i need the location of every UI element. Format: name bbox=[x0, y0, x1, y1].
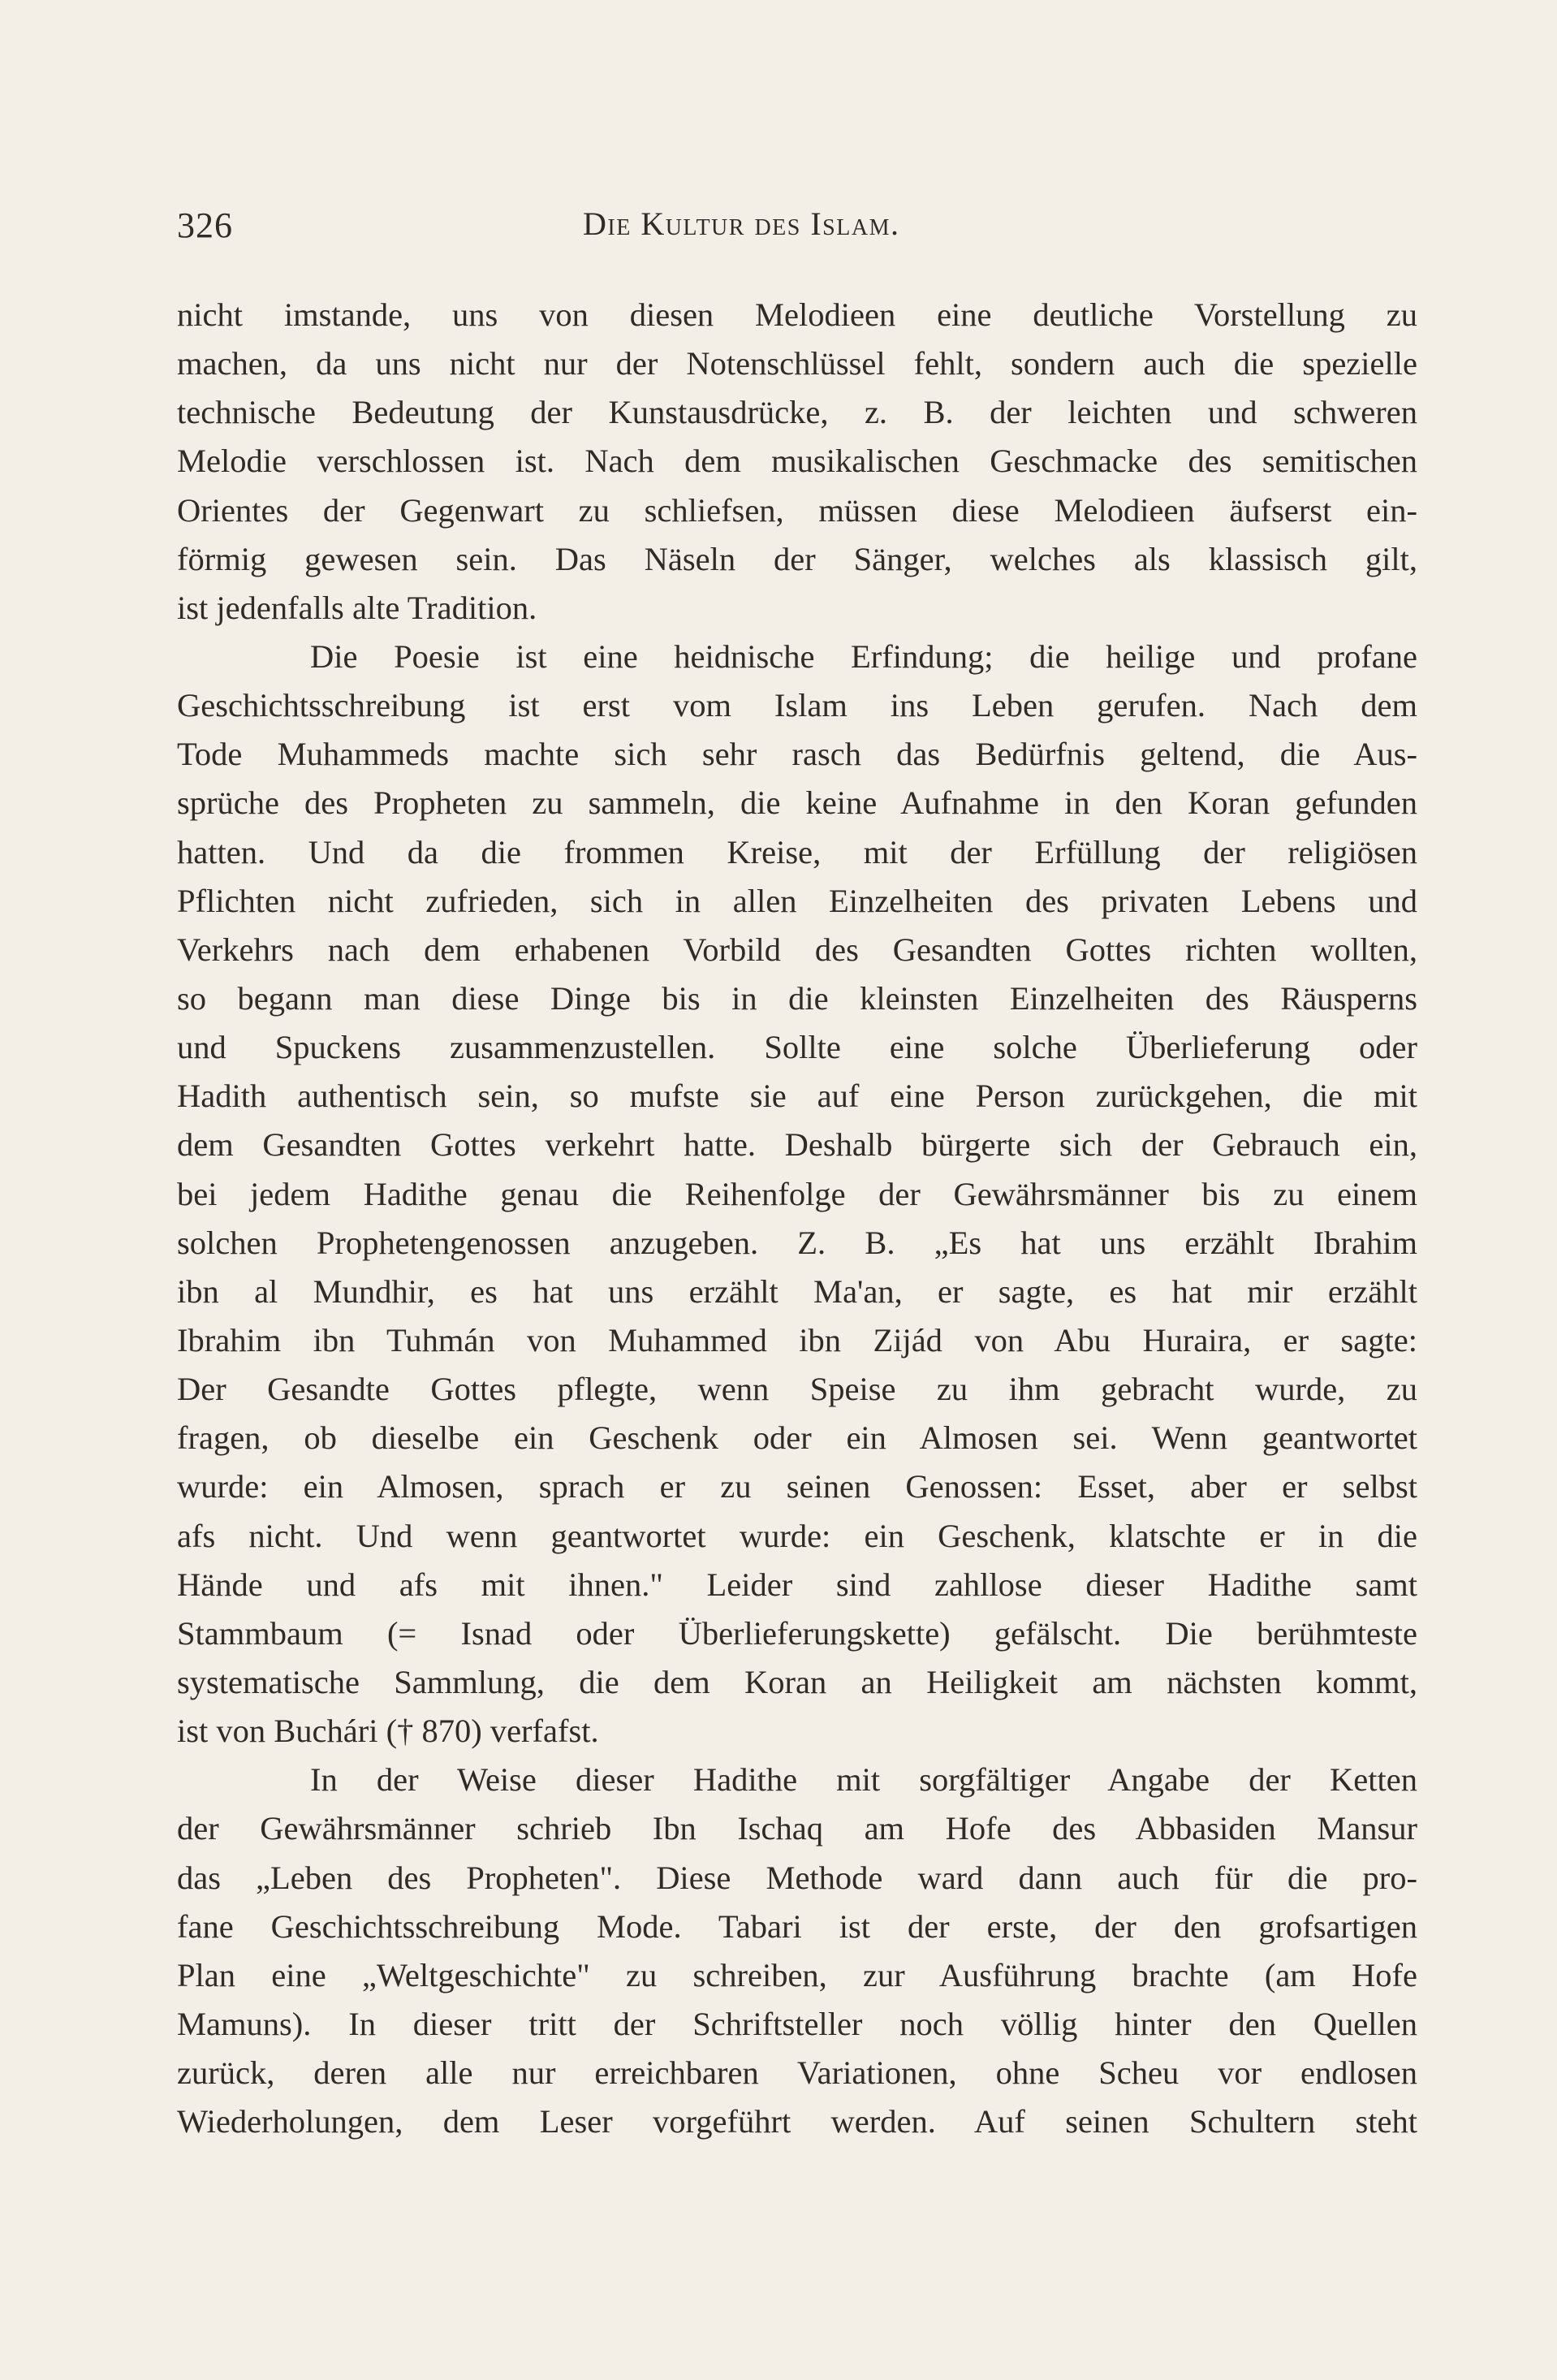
text-line: ist von Buchári († 870) verfafst. bbox=[177, 1713, 599, 1750]
text-line: dem Gesandten Gottes verkehrt hatte. Deshalb bürgerte sich der Gebrauch ein, bbox=[177, 1126, 1417, 1164]
text-line: förmig gewesen sein. Das Näseln der Sänger, welches als klassisch gilt, bbox=[177, 540, 1417, 577]
text-line: afs nicht. Und wenn geantwortet wurde: ein Geschenk, klatschte er in die bbox=[177, 1517, 1417, 1554]
text-line: fane Geschichtsschreibung Mode. Tabari ist der erste, der den grofsartigen bbox=[177, 1907, 1417, 1945]
text-line: das „Leben des Propheten". Diese Methode ward dann auch für die pro- bbox=[177, 1859, 1417, 1896]
text-line: so begann man diese Dinge bis in die kleinsten Einzelheiten des Räusperns bbox=[177, 979, 1417, 1017]
text-line: Tode Muhammeds machte sich sehr rasch das Bedürfnis geltend, die Aus- bbox=[177, 736, 1417, 773]
text-line: bei jedem Hadithe genau die Reihenfolge der Gewährsmänner bis zu einem bbox=[177, 1175, 1417, 1212]
text-line: Ibrahim ibn Tuhmán von Muhammed ibn Zijád von Abu Huraira, er sagte: bbox=[177, 1321, 1417, 1358]
text-line: Mamuns). In dieser tritt der Schriftsteller noch völlig hinter den Quellen bbox=[177, 2005, 1417, 2042]
text-line: Hadith authentisch sein, so mufste sie auf eine Person zurückgehen, die mit bbox=[177, 1078, 1417, 1115]
text-line: machen, da uns nicht nur der Notenschlüssel fehlt, sondern auch die spezielle bbox=[177, 345, 1417, 382]
text-line: Verkehrs nach dem erhabenen Vorbild des Gesandten Gottes richten wollten, bbox=[177, 931, 1417, 968]
running-head: Die Kultur des Islam. bbox=[583, 205, 900, 242]
text-line: Wiederholungen, dem Leser vorgeführt werden. Auf seinen Schultern steht bbox=[177, 2103, 1417, 2140]
text-line: sprüche des Propheten zu sammeln, die keine Aufnahme in den Koran gefunden bbox=[177, 784, 1417, 822]
text-line: ibn al Mundhir, es hat uns erzählt Ma'an, er sagte, es hat mir erzählt bbox=[177, 1272, 1417, 1310]
text-line: hatten. Und da die frommen Kreise, mit der Erfüllung der religiösen bbox=[177, 833, 1417, 870]
text-line: Stammbaum (= Isnad oder Überlieferungskette) gefälscht. Die berühmteste bbox=[177, 1614, 1417, 1652]
text-line: solchen Prophetengenossen anzugeben. Z. B. „Es hat uns erzählt Ibrahim bbox=[177, 1224, 1417, 1261]
text-line: Orientes der Gegenwart zu schliefsen, müssen diese Melodieen äufserst ein- bbox=[177, 491, 1417, 529]
text-line: Geschichtsschreibung ist erst vom Islam ins Leben gerufen. Nach dem bbox=[177, 687, 1417, 724]
text-line: Pflichten nicht zufrieden, sich in allen Einzelheiten des privaten Lebens und bbox=[177, 882, 1417, 919]
text-line: systematische Sammlung, die dem Koran an Heiligkeit am nächsten kommt, bbox=[177, 1663, 1417, 1700]
text-line: Melodie verschlossen ist. Nach dem musikalischen Geschmacke des semitischen bbox=[177, 443, 1417, 480]
text-line: fragen, ob dieselbe ein Geschenk oder ein Almosen sei. Wenn geantwortet bbox=[177, 1419, 1417, 1457]
text-line: In der Weise dieser Hadithe mit sorgfältiger Angabe der Ketten bbox=[310, 1761, 1417, 1799]
text-line: Plan eine „Weltgeschichte" zu schreiben, zur Ausführung brachte (am Hofe bbox=[177, 1956, 1417, 1993]
text-line: Die Poesie ist eine heidnische Erfindung; die heilige und profane bbox=[310, 637, 1417, 675]
text-line: zurück, deren alle nur erreichbaren Variationen, ohne Scheu vor endlosen bbox=[177, 2054, 1417, 2092]
text-line: der Gewährsmänner schrieb Ibn Ischaq am Hofe des Abbasiden Mansur bbox=[177, 1810, 1417, 1847]
text-line: Hände und afs mit ihnen." Leider sind zahllose dieser Hadithe samt bbox=[177, 1566, 1417, 1603]
text-line: nicht imstande, uns von diesen Melodieen eine deutliche Vorstellung zu bbox=[177, 296, 1417, 333]
text-line: wurde: ein Almosen, sprach er zu seinen Genossen: Esset, aber er selbst bbox=[177, 1468, 1417, 1505]
text-line: Der Gesandte Gottes pflegte, wenn Speise zu ihm gebracht wurde, zu bbox=[177, 1371, 1417, 1408]
body-text bbox=[177, 291, 1417, 2146]
text-line: ist jedenfalls alte Tradition. bbox=[177, 589, 537, 626]
text-line: und Spuckens zusammenzustellen. Sollte eine solche Überlieferung oder bbox=[177, 1029, 1417, 1066]
page-header bbox=[177, 205, 1419, 261]
page-number: 326 bbox=[177, 205, 233, 245]
text-line: technische Bedeutung der Kunstausdrücke, z. B. der leichten und schweren bbox=[177, 394, 1417, 431]
